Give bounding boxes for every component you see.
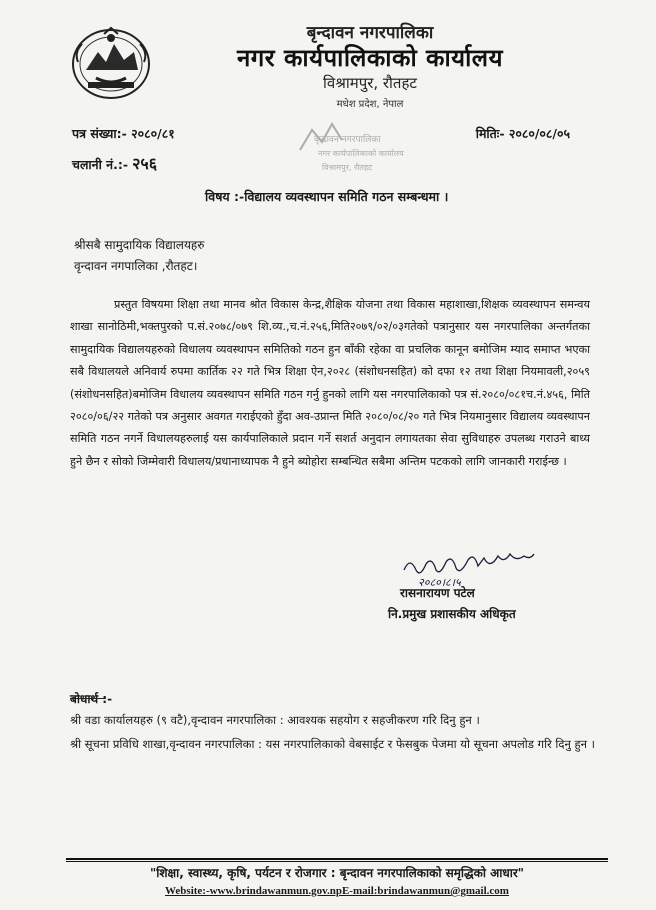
stamp-line-1: वृन्दावन नगरपालिका [314,135,381,145]
footer-motto: "शिक्षा, स्वास्थ्य, कृषि, पर्यटन र रोजगार : बृन्दावन नगरपालिकाको समृद्धिको आधार" [149,866,525,880]
municipality-name: बृन्दावन नगरपालिका [306,23,434,43]
signature-date: २०८०।८।५ [418,576,461,589]
dispatch-label: चलानी नं.:- [72,157,129,172]
cc-item-ward-offices: श्री वडा कार्यालयहरु (९ वटै),वृन्दावन नगरपालिका : आवश्यक सहयोग र सहजीकरण गरि दिनु हुन । [70,713,480,727]
stamp-line-2: नगर कार्यपालिकाको कार्यालय [318,149,404,158]
footer-contact [66,885,608,897]
cc-heading: बोधार्थ :- [70,692,113,706]
dispatch-number [72,152,157,174]
stamp-line-3: विश्रामपुर, रौतहट [322,163,373,172]
office-province: मधेश प्रदेश, नेपाल [336,99,404,110]
letter-body-text: प्रस्तुत विषयमा शिक्षा तथा मानव श्रोत विकास केन्द्र,शैक्षिक योजना तथा विकास महाशाखा,शिक्षक व्यवस्थापन समन्वय शाखा सानोठिमी,भक्तपुरको प.सं.२०७८/०७९ शि.व्य.,च.नं.२५६,मिति२०७९/०२/०३गतेको पत्रानुसार यस नगरपालिका अन्तर्गतका सामुदायिक विद्यालयहरुको विधालय व्यवस्थापन समितिको गठन हुन बाँकी रहेका वा प्रचलिक कानून बमोजिम म्याद समाप्त भएका सबै विधालयले अनिवार्य रुपमा कार्तिक २२ गते भित्र शिक्षा ऐन,२०२८ (संशोधनसहित) को दफा १२ तथा शिक्षा नियमावली,२०५९ (संशोधनसहित)बमोजिम विधालय व्यवस्थापन समिति गठन गर्नु हुनको लागि यस नगरपालिकाको पत्र सं.२०८०/०८१च.नं.४५६, मिति २०८०/०६/२२ गतेको पत्र अनुसार अवगत गराईएको हुँदा अव-उप्रान्त मिति २०८०/०८/२० गते भित्र नियमानुसार विद्यालय व्यवस्थापन समिति गठन नगर्ने विधालयहरुलाई यस कार्यपालिकाले प्रदान गर्ने सशर्त अनुदान लगायतका सेवा सुविधाहरु उपलब्ध गराउने बाध्य हुने छैन र सोको जिम्मेवारी विधालय/प्रधानाध्यापक नै हुने ब्योहोरा सम्बन्धित सबैमा अन्तिम पटकको लागि जानकारी गराईन्छ । [70,298,590,468]
footer-rule [66,858,608,860]
addressee-line-2: वृन्दावन नगपालिका ,रौतहट। [74,259,198,273]
letter-subject: विषय :-विद्यालय व्यवस्थापन समिति गठन सम्बन्धमा । [205,189,449,204]
signatory-title: नि.प्रमुख प्रशासकीय अधिकृत [388,607,516,621]
office-location: विश्रामपुर, रौतहट [323,74,417,92]
reference-number: पत्र संख्या:- २०८०/८१ [72,126,175,141]
cc-item-it-section: श्री सूचना प्रविधि शाखा,वृन्दावन नगरपालिका : यस नगरपालिकाको वेबसाईट र फेसबुक पेजमा यो सूचना अपलोड गरि दिनु हुन । [70,737,596,751]
letter-body [70,294,590,473]
nepal-emblem-logo [68,22,154,102]
addressee-line-1: श्रीसबै सामुदायिक विद्यालयहरु [74,238,205,252]
footer-contact-text[interactable]: Website:-www.brindawanmun.gov.npE-mail:brindawanmun@gmail.com [165,885,509,897]
footer-rule-thin [66,861,608,862]
cc-underline [70,698,106,699]
office-stamp [292,110,404,188]
letter-date: मितिः- २०८०/०८/०५ [475,126,570,141]
dispatch-value: २५६ [132,154,158,173]
signatory-name: रासनारायण पटेल [400,586,475,600]
office-name: नगर कार्यपालिकाको कार्यालय [236,44,504,72]
